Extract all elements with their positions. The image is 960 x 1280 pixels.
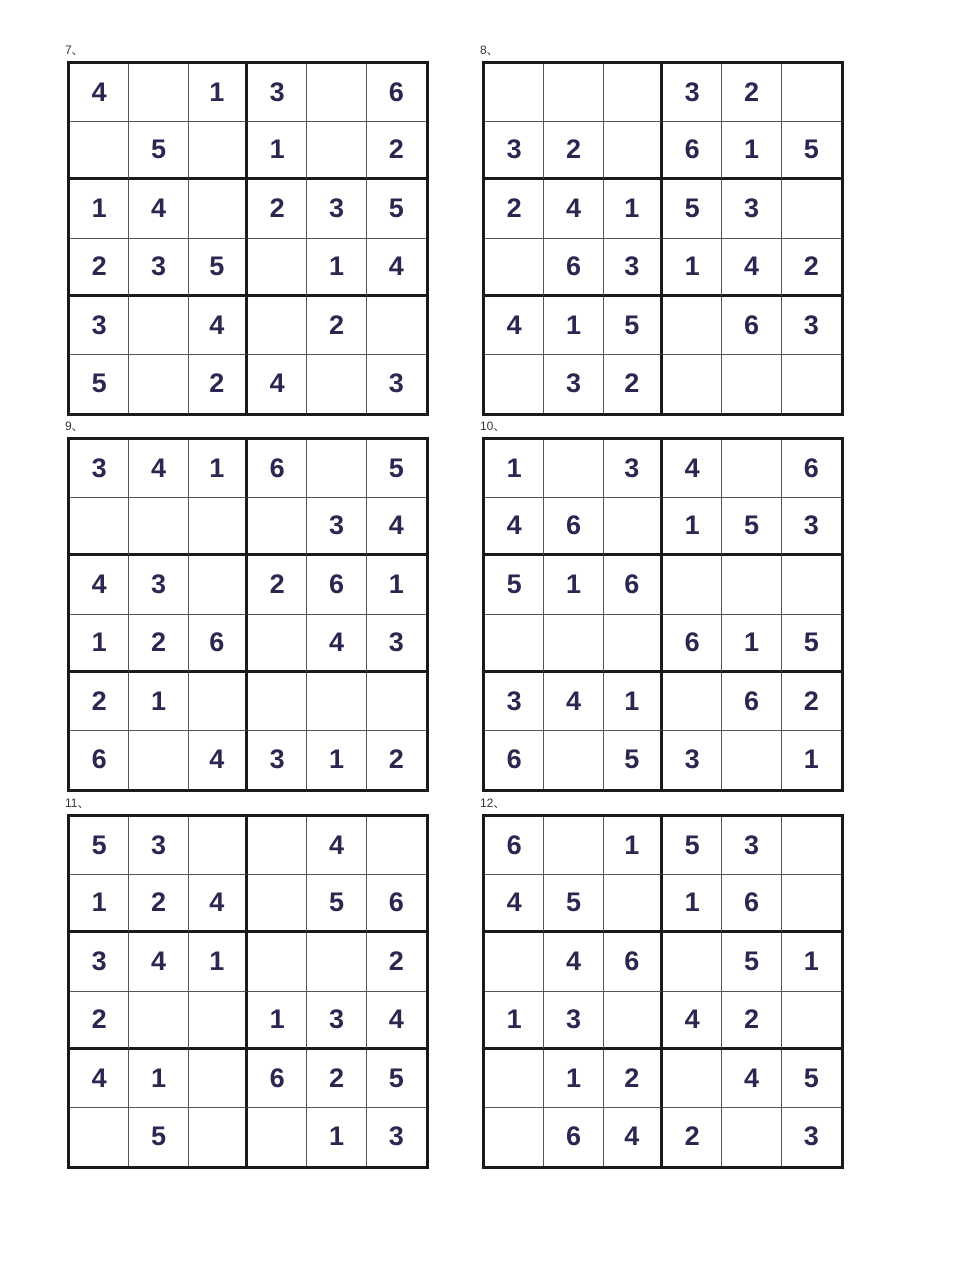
given-digit-cell: 5 bbox=[663, 817, 722, 875]
given-digit-cell: 2 bbox=[367, 933, 426, 991]
empty-cell[interactable] bbox=[248, 875, 307, 933]
given-digit-cell: 6 bbox=[248, 440, 307, 498]
given-digit-cell: 3 bbox=[307, 180, 366, 238]
empty-cell[interactable] bbox=[70, 498, 129, 556]
sudoku-puzzle bbox=[65, 43, 429, 416]
given-digit-cell: 6 bbox=[544, 239, 603, 297]
given-digit-cell: 1 bbox=[248, 992, 307, 1050]
given-digit-cell: 3 bbox=[544, 355, 603, 413]
given-digit-cell: 3 bbox=[604, 239, 663, 297]
empty-cell[interactable] bbox=[722, 556, 781, 614]
empty-cell[interactable] bbox=[544, 440, 603, 498]
given-digit-cell: 6 bbox=[782, 440, 841, 498]
empty-cell[interactable] bbox=[663, 556, 722, 614]
given-digit-cell: 4 bbox=[189, 297, 248, 355]
given-digit-cell: 1 bbox=[663, 239, 722, 297]
given-digit-cell: 1 bbox=[189, 440, 248, 498]
given-digit-cell: 2 bbox=[70, 239, 129, 297]
given-digit-cell: 3 bbox=[70, 933, 129, 991]
puzzle-number-label: 9、 bbox=[65, 419, 84, 433]
empty-cell[interactable] bbox=[129, 64, 188, 122]
given-digit-cell: 3 bbox=[782, 498, 841, 556]
given-digit-cell: 3 bbox=[129, 817, 188, 875]
given-digit-cell: 4 bbox=[70, 556, 129, 614]
given-digit-cell: 6 bbox=[722, 297, 781, 355]
given-digit-cell: 6 bbox=[70, 731, 129, 789]
given-digit-cell: 3 bbox=[307, 992, 366, 1050]
given-digit-cell: 5 bbox=[604, 731, 663, 789]
given-digit-cell: 5 bbox=[782, 122, 841, 180]
empty-cell[interactable] bbox=[189, 498, 248, 556]
given-digit-cell: 4 bbox=[307, 817, 366, 875]
given-digit-cell: 4 bbox=[485, 875, 544, 933]
given-digit-cell: 4 bbox=[307, 615, 366, 673]
sudoku-puzzle bbox=[480, 43, 844, 416]
given-digit-cell: 2 bbox=[722, 64, 781, 122]
given-digit-cell: 5 bbox=[129, 122, 188, 180]
given-digit-cell: 2 bbox=[485, 180, 544, 238]
empty-cell[interactable] bbox=[544, 817, 603, 875]
empty-cell[interactable] bbox=[604, 64, 663, 122]
sudoku-grid bbox=[67, 61, 429, 416]
given-digit-cell: 3 bbox=[782, 297, 841, 355]
empty-cell[interactable] bbox=[248, 1108, 307, 1166]
empty-cell[interactable] bbox=[70, 122, 129, 180]
given-digit-cell: 3 bbox=[70, 297, 129, 355]
empty-cell[interactable] bbox=[129, 731, 188, 789]
given-digit-cell: 6 bbox=[544, 1108, 603, 1166]
empty-cell[interactable] bbox=[129, 498, 188, 556]
given-digit-cell: 2 bbox=[604, 355, 663, 413]
given-digit-cell: 3 bbox=[388, 368, 404, 399]
empty-cell[interactable] bbox=[248, 615, 307, 673]
sudoku-grid bbox=[67, 437, 429, 792]
given-digit-cell: 1 bbox=[544, 297, 603, 355]
sudoku-grid bbox=[482, 437, 844, 792]
empty-cell[interactable] bbox=[544, 731, 603, 789]
given-digit-cell: 3 bbox=[367, 615, 426, 673]
empty-cell[interactable] bbox=[367, 673, 426, 731]
given-digit-cell: 4 bbox=[367, 992, 426, 1050]
given-digit-cell: 1 bbox=[189, 933, 248, 991]
given-digit-cell: 5 bbox=[722, 498, 781, 556]
empty-cell[interactable] bbox=[604, 498, 663, 556]
empty-cell[interactable] bbox=[189, 122, 248, 180]
given-digit-cell: 4 bbox=[485, 498, 544, 556]
given-digit-cell: 3 bbox=[485, 673, 544, 731]
empty-cell[interactable] bbox=[604, 615, 663, 673]
given-digit-cell: 4 bbox=[544, 933, 603, 991]
given-digit-cell: 1 bbox=[604, 180, 663, 238]
empty-cell[interactable] bbox=[248, 673, 307, 731]
empty-cell[interactable] bbox=[604, 875, 663, 933]
empty-cell[interactable] bbox=[307, 355, 366, 413]
sudoku-puzzle bbox=[65, 419, 429, 792]
empty-cell[interactable] bbox=[782, 64, 841, 122]
given-digit-cell: 2 bbox=[129, 875, 188, 933]
empty-cell[interactable] bbox=[248, 239, 307, 297]
empty-cell[interactable] bbox=[129, 297, 188, 355]
empty-cell[interactable] bbox=[248, 498, 307, 556]
given-digit-cell: 5 bbox=[307, 875, 366, 933]
empty-cell[interactable] bbox=[663, 1050, 722, 1108]
empty-cell[interactable] bbox=[307, 122, 366, 180]
empty-cell[interactable] bbox=[129, 355, 188, 413]
given-digit-cell: 5 bbox=[129, 1108, 188, 1166]
empty-cell[interactable] bbox=[544, 64, 603, 122]
empty-cell[interactable] bbox=[663, 355, 722, 413]
given-digit-cell: 1 bbox=[248, 122, 307, 180]
given-digit-cell: 1 bbox=[129, 673, 188, 731]
given-digit-cell: 3 bbox=[129, 556, 188, 614]
given-digit-cell: 3 bbox=[388, 1121, 404, 1152]
given-digit-cell: 5 bbox=[782, 1050, 841, 1108]
given-digit-cell: 6 bbox=[367, 64, 426, 122]
given-digit-cell: 1 bbox=[189, 64, 248, 122]
given-digit-cell: 1 bbox=[544, 556, 603, 614]
empty-cell[interactable] bbox=[663, 297, 722, 355]
given-digit-cell: 2 bbox=[307, 1050, 366, 1108]
given-digit-cell: 1 bbox=[604, 817, 663, 875]
given-digit-cell: 1 bbox=[544, 1050, 603, 1108]
given-digit-cell: 2 bbox=[663, 1108, 722, 1166]
given-digit-cell: 2 bbox=[388, 744, 404, 775]
empty-cell[interactable] bbox=[248, 297, 307, 355]
empty-cell[interactable] bbox=[722, 355, 781, 413]
empty-cell[interactable] bbox=[307, 440, 366, 498]
empty-cell[interactable] bbox=[604, 122, 663, 180]
given-digit-cell: 6 bbox=[604, 933, 663, 991]
given-digit-cell: 6 bbox=[307, 556, 366, 614]
given-digit-cell: 1 bbox=[604, 673, 663, 731]
empty-cell[interactable] bbox=[129, 992, 188, 1050]
given-digit-cell: 4 bbox=[189, 875, 248, 933]
sudoku-grid bbox=[67, 814, 429, 1169]
given-digit-cell: 2 bbox=[70, 992, 129, 1050]
given-digit-cell: 3 bbox=[70, 440, 129, 498]
given-digit-cell: 3 bbox=[248, 731, 307, 789]
empty-cell[interactable] bbox=[485, 615, 544, 673]
given-digit-cell: 1 bbox=[70, 615, 129, 673]
given-digit-cell: 3 bbox=[663, 731, 722, 789]
given-digit-cell: 4 bbox=[722, 1050, 781, 1108]
given-digit-cell: 4 bbox=[722, 239, 781, 297]
given-digit-cell: 1 bbox=[485, 992, 544, 1050]
given-digit-cell: 5 bbox=[663, 180, 722, 238]
given-digit-cell: 4 bbox=[129, 180, 188, 238]
given-digit-cell: 4 bbox=[367, 239, 426, 297]
empty-cell[interactable] bbox=[485, 933, 544, 991]
empty-cell[interactable] bbox=[663, 933, 722, 991]
empty-cell[interactable] bbox=[189, 1050, 248, 1108]
empty-cell[interactable] bbox=[722, 731, 781, 789]
given-digit-cell: 1 bbox=[722, 122, 781, 180]
given-digit-cell: 4 bbox=[544, 673, 603, 731]
empty-cell[interactable] bbox=[485, 1050, 544, 1108]
given-digit-cell: 4 bbox=[70, 64, 129, 122]
empty-cell[interactable] bbox=[485, 1108, 544, 1166]
given-digit-cell: 2 bbox=[722, 992, 781, 1050]
given-digit-cell: 2 bbox=[544, 122, 603, 180]
given-digit-cell: 1 bbox=[485, 440, 544, 498]
given-digit-cell: 2 bbox=[367, 122, 426, 180]
given-digit-cell: 1 bbox=[722, 615, 781, 673]
given-digit-cell: 4 bbox=[129, 440, 188, 498]
given-digit-cell: 1 bbox=[70, 875, 129, 933]
sudoku-grid bbox=[482, 814, 844, 1169]
empty-cell[interactable] bbox=[485, 355, 544, 413]
sudoku-puzzle bbox=[65, 796, 429, 1169]
empty-cell[interactable] bbox=[722, 1108, 781, 1166]
empty-cell[interactable] bbox=[189, 673, 248, 731]
given-digit-cell: 6 bbox=[604, 556, 663, 614]
given-digit-cell: 1 bbox=[307, 1108, 366, 1166]
empty-cell[interactable] bbox=[782, 817, 841, 875]
given-digit-cell: 6 bbox=[663, 122, 722, 180]
empty-cell[interactable] bbox=[663, 673, 722, 731]
given-digit-cell: 6 bbox=[663, 615, 722, 673]
given-digit-cell: 3 bbox=[722, 817, 781, 875]
given-digit-cell: 3 bbox=[248, 64, 307, 122]
given-digit-cell: 3 bbox=[604, 440, 663, 498]
given-digit-cell: 5 bbox=[367, 180, 426, 238]
given-digit-cell: 6 bbox=[367, 875, 426, 933]
given-digit-cell: 4 bbox=[129, 933, 188, 991]
given-digit-cell: 2 bbox=[307, 297, 366, 355]
given-digit-cell: 6 bbox=[485, 731, 544, 789]
given-digit-cell: 4 bbox=[544, 180, 603, 238]
given-digit-cell: 3 bbox=[485, 122, 544, 180]
given-digit-cell: 3 bbox=[129, 239, 188, 297]
empty-cell[interactable] bbox=[485, 64, 544, 122]
given-digit-cell: 1 bbox=[663, 875, 722, 933]
empty-cell[interactable] bbox=[367, 297, 426, 355]
empty-cell[interactable] bbox=[604, 992, 663, 1050]
given-digit-cell: 2 bbox=[189, 355, 248, 413]
empty-cell[interactable] bbox=[782, 556, 841, 614]
given-digit-cell: 3 bbox=[544, 992, 603, 1050]
empty-cell[interactable] bbox=[248, 817, 307, 875]
given-digit-cell: 3 bbox=[663, 64, 722, 122]
empty-cell[interactable] bbox=[189, 1108, 248, 1166]
empty-cell[interactable] bbox=[722, 440, 781, 498]
given-digit-cell: 2 bbox=[782, 673, 841, 731]
given-digit-cell: 6 bbox=[722, 875, 781, 933]
given-digit-cell: 4 bbox=[663, 992, 722, 1050]
puzzle-number-label: 12、 bbox=[480, 796, 506, 810]
given-digit-cell: 5 bbox=[70, 355, 129, 413]
empty-cell[interactable] bbox=[307, 933, 366, 991]
given-digit-cell: 4 bbox=[485, 297, 544, 355]
sudoku-puzzle bbox=[480, 796, 844, 1169]
given-digit-cell: 3 bbox=[722, 180, 781, 238]
empty-cell[interactable] bbox=[189, 180, 248, 238]
given-digit-cell: 3 bbox=[307, 498, 366, 556]
given-digit-cell: 4 bbox=[663, 440, 722, 498]
empty-cell[interactable] bbox=[782, 992, 841, 1050]
given-digit-cell: 2 bbox=[604, 1050, 663, 1108]
given-digit-cell: 3 bbox=[803, 1121, 819, 1152]
given-digit-cell: 1 bbox=[307, 239, 366, 297]
given-digit-cell: 5 bbox=[70, 817, 129, 875]
empty-cell[interactable] bbox=[307, 64, 366, 122]
given-digit-cell: 1 bbox=[70, 180, 129, 238]
sudoku-grid bbox=[482, 61, 844, 416]
empty-cell[interactable] bbox=[782, 875, 841, 933]
given-digit-cell: 1 bbox=[129, 1050, 188, 1108]
given-digit-cell: 2 bbox=[248, 556, 307, 614]
empty-cell[interactable] bbox=[70, 1108, 129, 1166]
given-digit-cell: 5 bbox=[189, 239, 248, 297]
given-digit-cell: 1 bbox=[367, 556, 426, 614]
empty-cell[interactable] bbox=[189, 817, 248, 875]
given-digit-cell: 6 bbox=[722, 673, 781, 731]
given-digit-cell: 6 bbox=[248, 1050, 307, 1108]
given-digit-cell: 1 bbox=[803, 744, 819, 775]
given-digit-cell: 2 bbox=[248, 180, 307, 238]
empty-cell[interactable] bbox=[367, 817, 426, 875]
given-digit-cell: 5 bbox=[604, 297, 663, 355]
empty-cell[interactable] bbox=[248, 933, 307, 991]
given-digit-cell: 2 bbox=[129, 615, 188, 673]
given-digit-cell: 2 bbox=[70, 673, 129, 731]
empty-cell[interactable] bbox=[307, 673, 366, 731]
given-digit-cell: 5 bbox=[782, 615, 841, 673]
given-digit-cell: 4 bbox=[604, 1108, 663, 1166]
empty-cell[interactable] bbox=[544, 615, 603, 673]
given-digit-cell: 6 bbox=[189, 615, 248, 673]
given-digit-cell: 2 bbox=[782, 239, 841, 297]
given-digit-cell: 5 bbox=[367, 1050, 426, 1108]
given-digit-cell: 5 bbox=[367, 440, 426, 498]
given-digit-cell: 1 bbox=[663, 498, 722, 556]
puzzle-number-label: 8、 bbox=[480, 43, 499, 57]
given-digit-cell: 5 bbox=[485, 556, 544, 614]
puzzle-number-label: 10、 bbox=[480, 419, 506, 433]
empty-cell[interactable] bbox=[189, 556, 248, 614]
given-digit-cell: 4 bbox=[189, 731, 248, 789]
given-digit-cell: 1 bbox=[782, 933, 841, 991]
given-digit-cell: 4 bbox=[70, 1050, 129, 1108]
empty-cell[interactable] bbox=[782, 180, 841, 238]
sudoku-puzzle bbox=[480, 419, 844, 792]
given-digit-cell: 5 bbox=[722, 933, 781, 991]
empty-cell[interactable] bbox=[189, 992, 248, 1050]
empty-cell[interactable] bbox=[782, 355, 841, 413]
given-digit-cell: 4 bbox=[248, 355, 307, 413]
given-digit-cell: 1 bbox=[307, 731, 366, 789]
puzzle-number-label: 7、 bbox=[65, 43, 84, 57]
given-digit-cell: 6 bbox=[485, 817, 544, 875]
given-digit-cell: 4 bbox=[367, 498, 426, 556]
empty-cell[interactable] bbox=[485, 239, 544, 297]
given-digit-cell: 6 bbox=[544, 498, 603, 556]
puzzle-number-label: 11、 bbox=[65, 796, 90, 810]
given-digit-cell: 5 bbox=[544, 875, 603, 933]
